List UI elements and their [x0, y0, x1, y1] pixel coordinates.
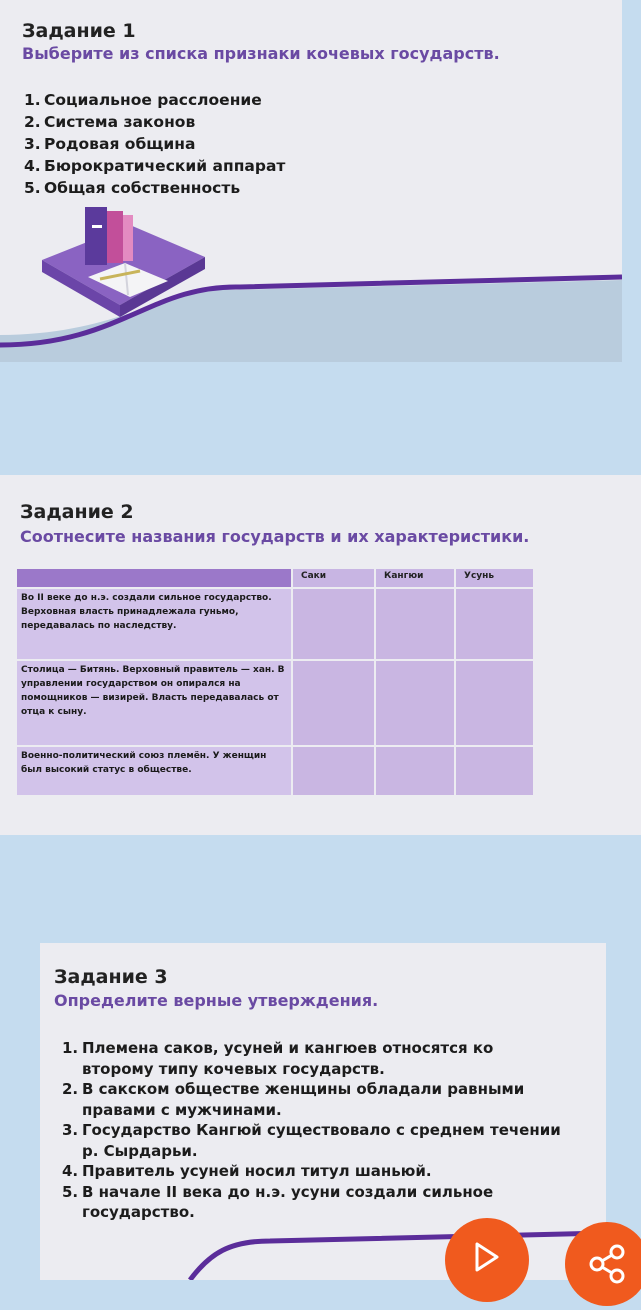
list-item-number: 5. — [24, 179, 41, 197]
list-item-number: 2. — [24, 113, 41, 131]
answer-cell[interactable] — [375, 746, 455, 796]
list-item-number: 3. — [24, 135, 41, 153]
list-item — [62, 1038, 562, 1079]
list-item-number: 4. — [62, 1162, 79, 1180]
matching-table — [15, 567, 535, 797]
answer-cell[interactable] — [292, 746, 375, 796]
table-row — [16, 746, 534, 796]
list-item-number: 1. — [24, 91, 41, 109]
column-header: Усунь — [455, 568, 534, 588]
table-row — [16, 660, 534, 746]
answer-cell[interactable] — [292, 588, 375, 660]
answer-cell[interactable] — [455, 660, 534, 746]
list-item-text: В начале II века до н.э. усуни создали сильное государство. — [82, 1182, 494, 1221]
list-item-text: Социальное расслоение — [44, 91, 262, 109]
list-item — [24, 111, 285, 133]
share-icon — [565, 1222, 641, 1306]
table-row — [16, 588, 534, 660]
slide1-decoration — [0, 195, 622, 362]
column-header: Саки — [292, 568, 375, 588]
list-item — [62, 1120, 562, 1161]
answer-cell[interactable] — [455, 588, 534, 660]
task2-subtitle: Соотнесите названия государств и их характеристики. — [20, 527, 530, 546]
table-header-row — [16, 568, 534, 588]
list-item-text: Правитель усуней носил титул шаньюй. — [82, 1162, 432, 1180]
answer-cell[interactable] — [375, 588, 455, 660]
list-item-text: Бюрократический аппарат — [44, 157, 286, 175]
list-item-number: 1. — [62, 1039, 79, 1057]
answer-cell[interactable] — [292, 660, 375, 746]
list-item-text: Государство Кангюй существовало с среднем течении р. Сырдарьи. — [82, 1121, 561, 1160]
answer-cell[interactable] — [455, 746, 534, 796]
row-description: Военно-политический союз племён. У женщин был высокий статус в обществе. — [16, 746, 292, 796]
list-item-text: Племена саков, усуней и кангюев относятся ко второму типу кочевых государств. — [82, 1039, 494, 1078]
list-item-number: 2. — [62, 1080, 79, 1098]
task3-title: Задание 3 — [54, 966, 168, 988]
list-item-number: 4. — [24, 157, 41, 175]
answer-cell[interactable] — [375, 660, 455, 746]
list-item-number: 5. — [62, 1182, 79, 1201]
list-item — [24, 133, 285, 155]
task3-subtitle: Определите верные утверждения. — [54, 991, 379, 1010]
list-item — [24, 89, 285, 111]
share-button[interactable] — [565, 1222, 641, 1306]
list-item — [62, 1079, 562, 1120]
task2-title: Задание 2 — [20, 501, 134, 523]
list-item — [24, 155, 285, 177]
slide-task-1 — [0, 0, 622, 362]
list-item — [62, 1161, 562, 1182]
column-header: Кангюи — [375, 568, 455, 588]
list-item-text: В сакском обществе женщины обладали равными правами с мужчинами. — [82, 1080, 525, 1119]
list-item-number: 3. — [62, 1121, 79, 1139]
play-icon — [445, 1218, 529, 1302]
play-button[interactable] — [445, 1218, 529, 1302]
list-item-text: Система законов — [44, 113, 196, 131]
task3-list — [62, 1038, 562, 1223]
slide-task-2 — [0, 475, 641, 835]
list-item-text: Родовая община — [44, 135, 196, 153]
task1-subtitle: Выберите из списка признаки кочевых государств. — [22, 44, 500, 63]
task1-title: Задание 1 — [22, 20, 136, 42]
list-item-text: Общая собственность — [44, 179, 241, 197]
row-description: Столица — Битянь. Верховный правитель — хан. В управлении государством он опирался на помощников — визирей. Власть передавалась от отца к сыну. — [16, 660, 292, 746]
table-header-blank — [16, 568, 292, 588]
row-description: Во II веке до н.э. создали сильное государство. Верховная власть принадлежала гуньмо, передавалась по наследству. — [16, 588, 292, 660]
task1-list — [24, 89, 285, 199]
